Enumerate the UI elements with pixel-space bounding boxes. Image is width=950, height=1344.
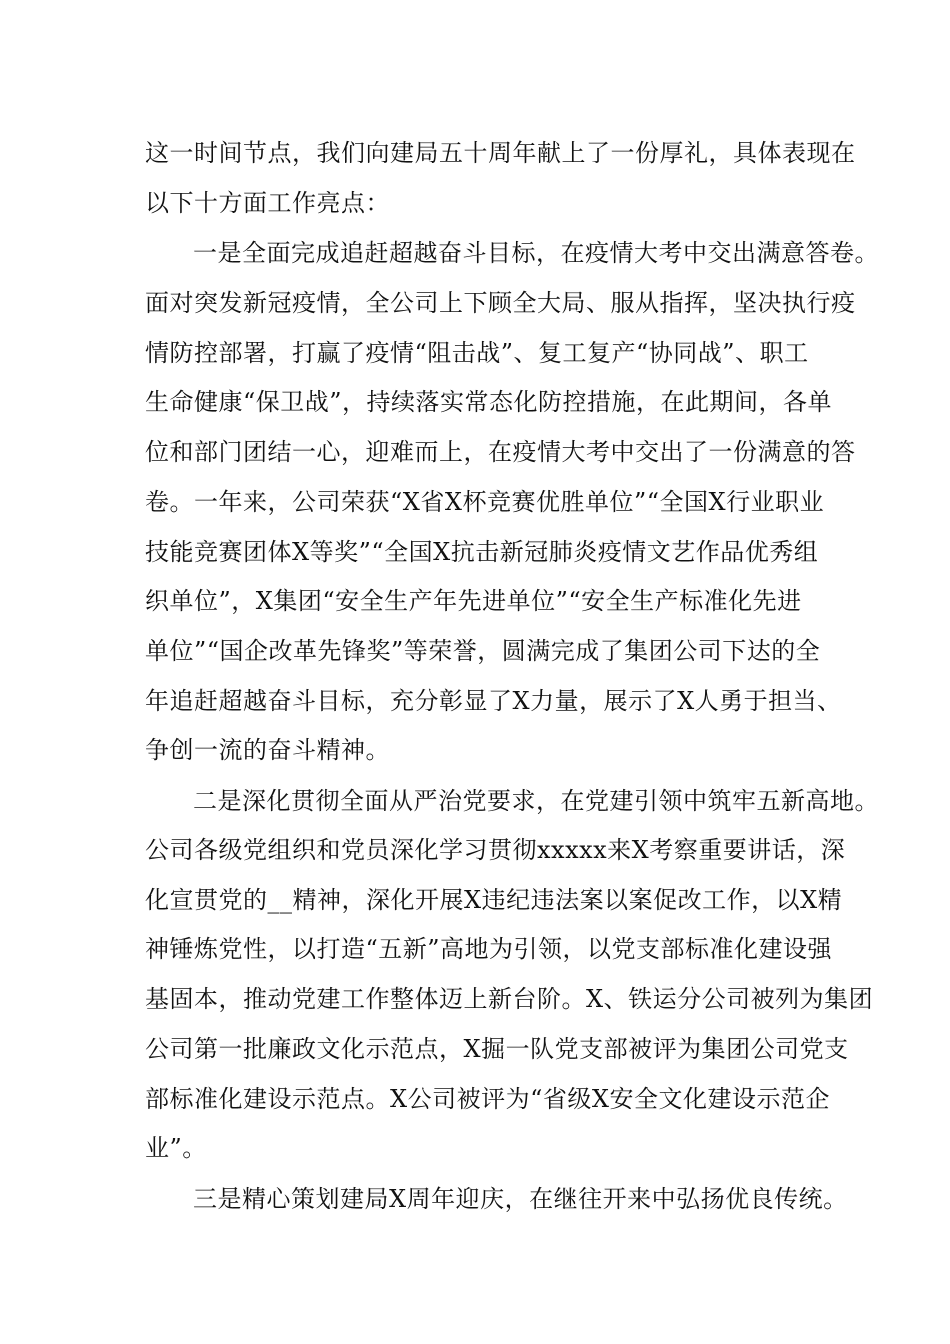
paragraph-heading: 三是精心策划建局X周年迎庆，在继往开来中弘扬优良传统。 xyxy=(193,1185,848,1213)
text-line: 部标准化建设示范点。X公司被评为“省级X安全文化建设示范企 xyxy=(145,1085,830,1113)
text-line: 技能竞赛团体X等奖”“全国X抗击新冠肺炎疫情文艺作品优秀组 xyxy=(145,538,819,566)
text-line: 公司第一批廉政文化示范点，X掘一队党支部被评为集团公司党支 xyxy=(145,1035,849,1063)
text-line: 情防控部署，打赢了疫情“阻击战”、复工复产“协同战”、职工 xyxy=(145,339,809,367)
text-line: 公司各级党组织和党员深化学习贯彻xxxxx来X考察重要讲话，深 xyxy=(145,836,846,864)
text-line: 基固本，推动党建工作整体迈上新台阶。X、铁运分公司被列为集团 xyxy=(145,985,874,1013)
text-line: 卷。一年来，公司荣获“X省X杯竞赛优胜单位”“全国X行业职业 xyxy=(145,488,825,516)
text-line: 位和部门团结一心，迎难而上，在疫情大考中交出了一份满意的答 xyxy=(145,438,856,466)
text-line: 年追赶超越奋斗目标，充分彰显了X力量，展示了X人勇于担当、 xyxy=(145,687,842,715)
text-line: 神锤炼党性，以打造“五新”高地为引领，以党支部标准化建设强 xyxy=(145,935,833,963)
text-line: 这一时间节点，我们向建局五十周年献上了一份厚礼，具体表现在 xyxy=(145,139,856,167)
paragraph-heading: 二是深化贯彻全面从严治党要求，在党建引领中筑牢五新高地。 xyxy=(193,787,879,815)
text-line: 以下十方面工作亮点： xyxy=(145,189,390,217)
paragraph-heading: 一是全面完成追赶超越奋斗目标，在疫情大考中交出满意答卷。 xyxy=(193,239,879,267)
text-line: 争创一流的奋斗精神。 xyxy=(145,736,390,764)
text-line: 面对突发新冠疫情，全公司上下顾全大局、服从指挥，坚决执行疫 xyxy=(145,289,856,317)
text-line: 单位”“国企改革先锋奖”等荣誉，圆满完成了集团公司下达的全 xyxy=(145,637,821,665)
text-line: 生命健康“保卫战”，持续落实常态化防控措施，在此期间，各单 xyxy=(145,388,833,416)
text-line: 业”。 xyxy=(145,1134,207,1162)
text-line: 化宣贯党的__精神，深化开展X违纪违法案以案促改工作，以X精 xyxy=(145,886,843,914)
text-line: 织单位”，X集团“安全生产年先进单位”“安全生产标准化先进 xyxy=(145,587,802,615)
